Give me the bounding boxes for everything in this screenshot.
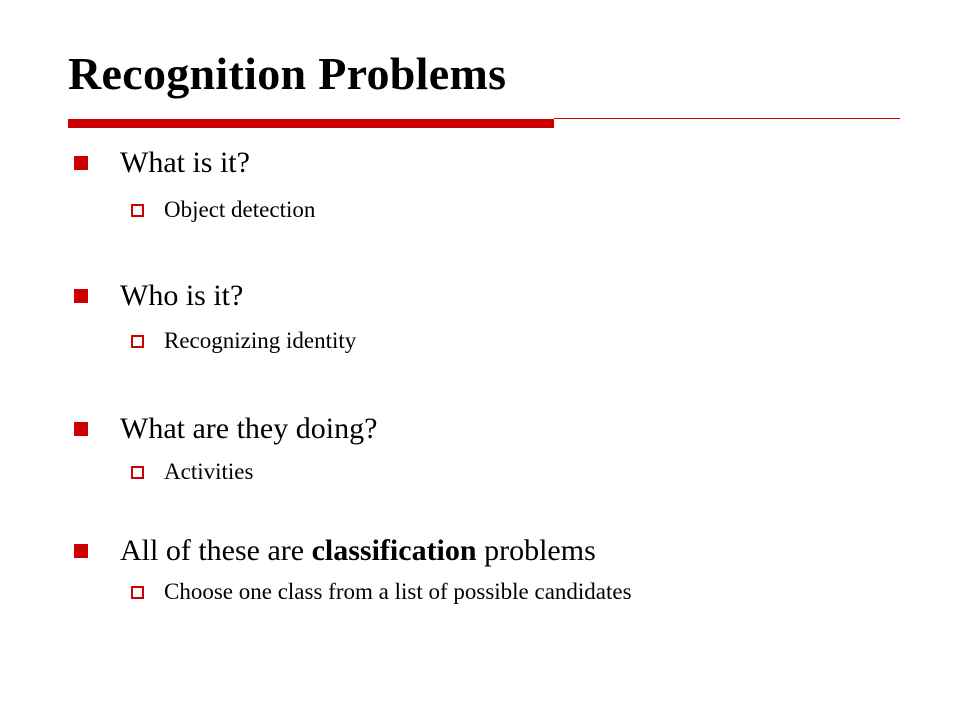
hollow-square-bullet-icon [131, 466, 144, 479]
sub-bullet-text: Choose one class from a list of possible candidates [164, 579, 632, 604]
filled-square-bullet-icon [74, 422, 88, 436]
bullet-text: What are they doing? [120, 412, 378, 445]
title-underline-thin [554, 118, 900, 119]
hollow-square-bullet-icon [131, 204, 144, 217]
bullet-text-end: problems [476, 534, 596, 567]
sub-bullet-text: Object detection [164, 197, 316, 222]
slide-title: Recognition Problems [68, 48, 507, 99]
hollow-square-bullet-icon [131, 335, 144, 348]
bullet-text: Who is it? [120, 279, 244, 312]
bullet-text [120, 533, 596, 569]
sub-bullet-text: Recognizing identity [164, 328, 357, 353]
filled-square-bullet-icon [74, 289, 88, 303]
filled-square-bullet-icon [74, 544, 88, 558]
title-underline-thick [68, 119, 554, 128]
bullet-text: What is it? [120, 146, 250, 179]
hollow-square-bullet-icon [131, 586, 144, 599]
filled-square-bullet-icon [74, 156, 88, 170]
bullet-text-emphasis: classification [311, 534, 477, 567]
bullet-text-start: All of these are [120, 534, 312, 567]
sub-bullet-text: Activities [164, 459, 254, 484]
